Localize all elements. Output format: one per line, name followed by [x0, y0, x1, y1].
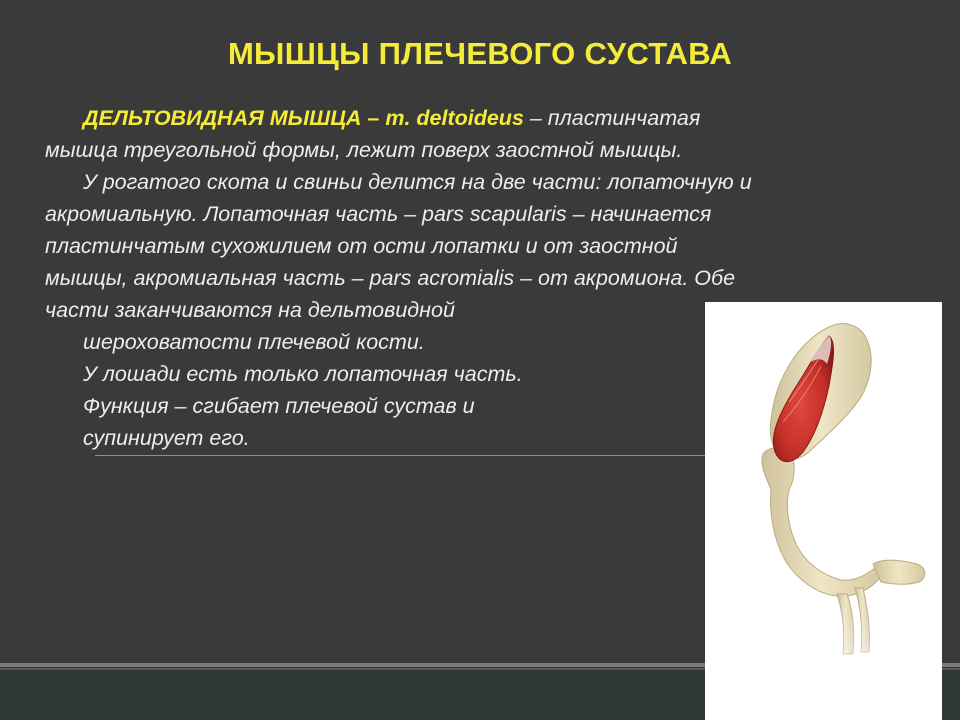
paragraph-function-line2: супинирует его. [83, 426, 250, 450]
paragraph-function-line1: Функция – сгибает плечевой сустав и [83, 394, 475, 418]
paragraph-cattle-line4: мышцы, акромиальная часть – pars acromialis – от акромиона. Обе [45, 266, 736, 290]
slide-title: МЫШЦЫ ПЛЕЧЕВОГО СУСТАВА [227, 36, 733, 71]
paragraph-cattle-line3: пластинчатым сухожилием от ости лопатки и от заостной [45, 234, 678, 258]
forelimb-illustration [705, 302, 942, 720]
paragraph-cattle-line5: части заканчиваются на дельтовидной [45, 298, 455, 322]
paragraph-deltoid-line2: мышца треугольной формы, лежит поверх заостной мышцы. [45, 138, 683, 162]
paragraph-deltoid-line1 [45, 102, 925, 134]
paragraph-cattle-line1: У рогатого скота и свиньи делится на две части: лопаточную и [83, 170, 752, 194]
paragraph-horse: У лошади есть только лопаточная часть. [83, 362, 523, 386]
paragraph-cattle-line6: шероховатости плечевой кости. [83, 330, 425, 354]
deltoid-term: ДЕЛЬТОВИДНАЯ МЫШЦА – m. deltoideus [83, 106, 524, 130]
text-underline-divider [95, 455, 710, 456]
deltoid-description-start: – пластинчатая [523, 106, 701, 130]
forelimb-deltoid-muscle-icon [705, 302, 942, 720]
paragraph-cattle-line2: акромиальную. Лопаточная часть – pars scapularis – начинается [45, 202, 712, 226]
